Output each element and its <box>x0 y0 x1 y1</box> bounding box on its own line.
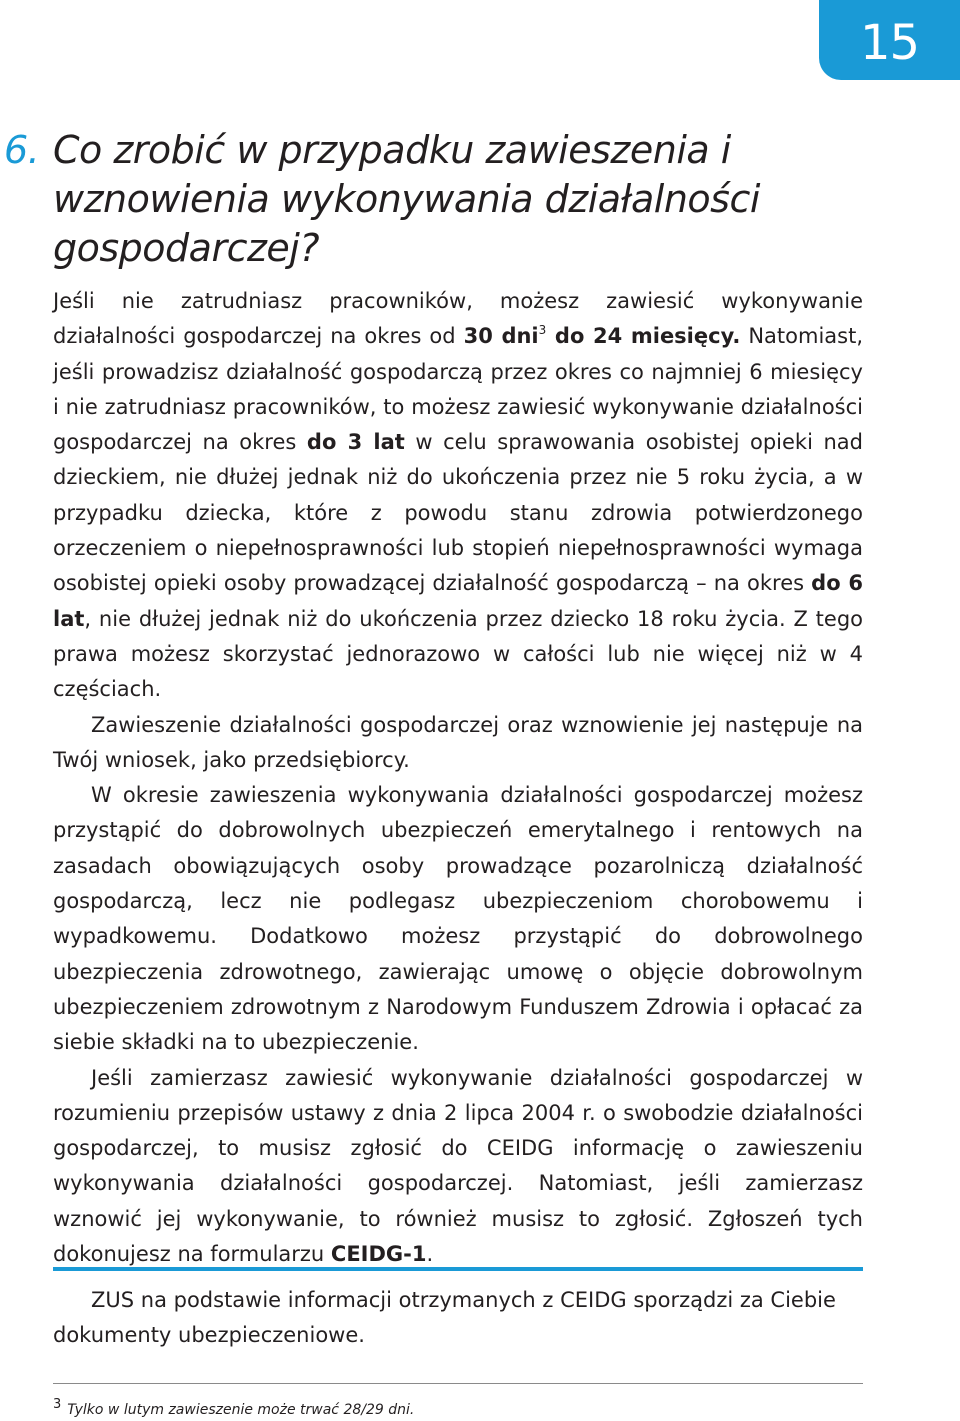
body-text <box>53 284 863 1272</box>
footnote-text: Tylko w lutym zawieszenie może trwać 28/29 dni. <box>67 1402 415 1418</box>
paragraph-1-text-a: Jeśli nie zatrudniasz pracowników, możesz zawiesić wykonywanie działalności gospodarczej na okres od <box>53 289 863 349</box>
paragraph-3: W okresie zawieszenia wykonywania działalności gospodarczej możesz przystąpić do dobrowolnych ubezpieczeń emerytalnego i rentowych na zasadach obowiązujących osoby prowadzące pozarolniczą działalność gospodarczą, lecz nie podlegasz ubezpieczeniom chorobowemu i wypadkowemu. Dodatkowo możesz przystąpić do dobrowolnego ubezpieczenia zdrowotnego, zawierając umowę o objęcie dobrowolnym ubezpieczeniem zdrowotnym z Narodowym Funduszem Zdrowia i opłacać za siebie składki na to ubezpieczenie. <box>53 783 863 1055</box>
section-divider <box>53 1267 863 1271</box>
page-number: 15 <box>859 15 920 71</box>
paragraph-1 <box>53 284 863 708</box>
paragraph-4-text-a: Jeśli zamierzasz zawiesić wykonywanie działalności gospodarczej w rozumieniu przepisów ustawy z dnia 2 lipca 2004 r. o swobodzie działalności gospodarczej, to musisz zgłosić do CEIDG informację o zawieszeniu wykonywania działalności gospodarczej. Natomiast, jeśli zamierzasz wznowić jej wykonywanie, to również musisz to zgłosić. Zgłoszeń tych dokonujesz na formularzu <box>53 1065 863 1267</box>
paragraph-1-bold-30-days: 30 dni <box>463 324 539 349</box>
chapter-title: Co zrobić w przypadku zawieszenia i wznowienia wykonywania działalności gospodarczej? <box>53 128 760 270</box>
paragraph-1-bold-6-years: do 6 lat <box>53 571 863 631</box>
paragraph-1-text-d: , nie dłużej jednak niż do ukończenia przez dziecko 18 roku życia. Z tego prawa możesz skorzystać jednorazowo w całości lub nie więcej niż w 4 częściach. <box>53 606 863 702</box>
chapter-heading <box>4 126 864 273</box>
chapter-number: 6. <box>4 128 40 172</box>
footnote-reference: 3 <box>538 323 547 338</box>
footnote-number: 3 <box>53 1397 62 1412</box>
zus-note: ZUS na podstawie informacji otrzymanych z CEIDG sporządzi za Ciebie dokumenty ubezpieczeniowe. <box>53 1288 836 1348</box>
paragraph-4-text-b: . <box>426 1242 434 1267</box>
paragraph-1-text-b: Natomiast, jeśli prowadzisz działalność gospodarczą przez okres co najmniej 6 miesięcy i nie zatrudniasz pracowników, to możesz zawiesić wykonywanie działalności gospodarczej na okres <box>53 324 863 455</box>
page-number-badge <box>819 0 960 80</box>
paragraph-1-bold-3-years: do 3 lat <box>306 430 405 455</box>
paragraph-1-text-c: w celu sprawowania osobistej opieki nad dzieckiem, nie dłużej jednak niż do ukończenia przez nie 5 roku życia, a w przypadku dziecka, które z powodu stanu zdrowia potwierdzonego orzeczeniem o niepełnosprawności lub stopień niepełnosprawności wymaga osobistej opieki osoby prowadzącej działalność gospodarczą – na okres <box>53 430 863 596</box>
paragraph-2: Zawieszenie działalności gospodarczej oraz wznowienie jej następuje na Twój wniosek, jako przedsiębiorcy. <box>53 712 863 772</box>
footnote-divider <box>53 1383 863 1384</box>
footnote <box>53 1394 863 1421</box>
paragraph-1-bold-24-months: do 24 miesięcy. <box>546 324 741 349</box>
ceidg-1-form-name: CEIDG-1 <box>330 1242 427 1267</box>
paragraph-4 <box>53 1061 863 1273</box>
